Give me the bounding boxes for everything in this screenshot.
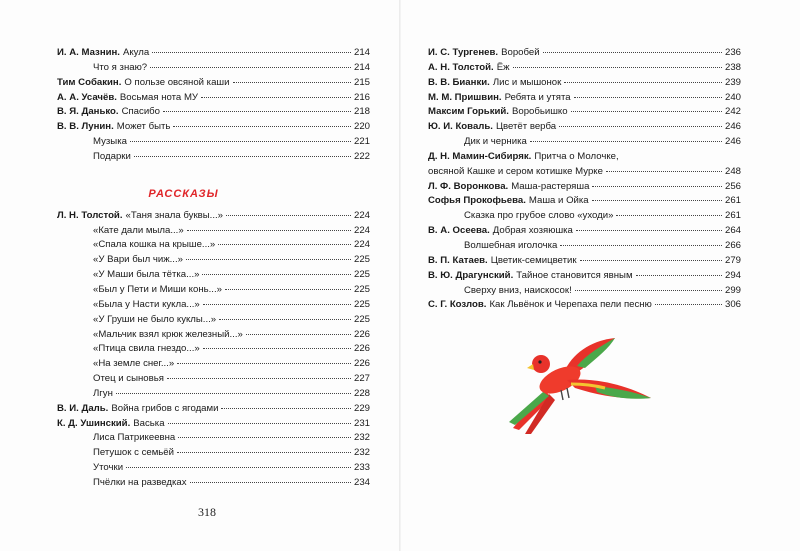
toc-author: И. С. Тургенев. bbox=[428, 47, 499, 58]
toc-entry bbox=[57, 342, 370, 357]
toc-page-number: 294 bbox=[724, 269, 741, 281]
toc-leader-dots bbox=[163, 111, 351, 112]
toc-title: Ребята и утята bbox=[504, 91, 571, 103]
toc-entry bbox=[57, 120, 370, 135]
toc-leader-dots bbox=[187, 230, 351, 231]
toc-entry bbox=[428, 150, 741, 165]
toc-entry bbox=[57, 135, 370, 150]
toc-page-number: 239 bbox=[724, 76, 741, 88]
toc-entry bbox=[428, 194, 741, 209]
toc-page-number: 234 bbox=[353, 476, 370, 488]
toc-entry bbox=[57, 461, 370, 476]
toc-title: «На земле снег...» bbox=[93, 358, 175, 370]
toc-leader-dots bbox=[655, 304, 722, 305]
toc-author: В. А. Осеева. bbox=[428, 225, 490, 237]
toc-leader-dots bbox=[202, 274, 351, 275]
toc-page-number: 240 bbox=[724, 91, 741, 103]
toc-title: Ёж bbox=[496, 61, 510, 73]
parrot-eye bbox=[538, 360, 541, 363]
toc-title: Маша-растеряша bbox=[511, 180, 590, 192]
toc-page-number: 242 bbox=[724, 106, 741, 118]
toc-entry bbox=[57, 105, 370, 120]
toc-leader-dots bbox=[575, 290, 722, 291]
toc-title: Сверху вниз, наискосок! bbox=[464, 284, 572, 296]
toc-title: Притча о Молочке, bbox=[534, 150, 619, 162]
toc-page-number: 226 bbox=[353, 343, 370, 355]
parrot-head bbox=[532, 355, 550, 373]
toc-author: В. Я. Данько. bbox=[57, 106, 119, 118]
toc-title: Воробьишко bbox=[511, 106, 568, 118]
toc-leader-dots bbox=[574, 97, 722, 98]
toc-page-number: 225 bbox=[353, 283, 370, 295]
toc-leader-dots bbox=[513, 67, 722, 68]
toc-page-number: 229 bbox=[353, 402, 370, 414]
toc-page-number: 228 bbox=[353, 387, 370, 399]
toc-title: Акула bbox=[122, 47, 150, 58]
toc-leader-dots bbox=[564, 82, 722, 83]
toc-entry bbox=[57, 387, 370, 402]
toc-author: А. А. Усачёв. bbox=[57, 91, 117, 103]
toc-entry bbox=[57, 313, 370, 328]
toc-title: Как Львёнок и Черепаха пели песню bbox=[489, 299, 652, 311]
toc-title: «Была у Насти кукла...» bbox=[93, 298, 200, 310]
toc-page-number: 232 bbox=[353, 447, 370, 459]
toc-entry bbox=[57, 402, 370, 417]
toc-page-number: 216 bbox=[353, 91, 370, 103]
toc-page-number: 233 bbox=[353, 462, 370, 474]
toc-title: Лиса Патрикеевна bbox=[93, 432, 176, 444]
toc-entry bbox=[57, 328, 370, 343]
page-number: 318 bbox=[198, 505, 216, 519]
toc-page-number: 226 bbox=[353, 328, 370, 340]
parrot-illustration bbox=[505, 330, 655, 435]
toc-author: В. Ю. Драгунский. bbox=[428, 269, 514, 281]
toc-leader-dots bbox=[150, 67, 351, 68]
left-page-toc bbox=[57, 46, 370, 491]
toc-entry bbox=[428, 105, 741, 120]
toc-leader-dots bbox=[576, 230, 722, 231]
toc-title: Добрая хозяюшка bbox=[492, 225, 573, 237]
toc-group-poems bbox=[57, 46, 370, 165]
toc-title: Пчёлки на разведках bbox=[93, 476, 187, 488]
toc-entry bbox=[57, 61, 370, 76]
toc-title: Волшебная иголочка bbox=[464, 239, 558, 251]
toc-entry bbox=[57, 446, 370, 461]
toc-leader-dots bbox=[592, 200, 722, 201]
toc-page-number: 222 bbox=[353, 150, 370, 162]
toc-title: Цветик-семицветик bbox=[490, 254, 577, 266]
toc-page-number: 261 bbox=[724, 195, 741, 207]
toc-page-number: 224 bbox=[353, 239, 370, 251]
toc-author: В. В. Бианки. bbox=[428, 76, 490, 88]
toc-entry bbox=[428, 120, 741, 135]
toc-author: С. Г. Козлов. bbox=[428, 299, 487, 311]
toc-entry bbox=[428, 76, 741, 91]
toc-author: Л. Н. Толстой. bbox=[57, 209, 123, 221]
toc-group-right bbox=[428, 46, 741, 313]
toc-title: Тайное становится явным bbox=[516, 269, 633, 281]
toc-page-number: 248 bbox=[724, 165, 741, 177]
toc-title: «Спала кошка на крыше...» bbox=[93, 239, 216, 251]
toc-entry bbox=[57, 372, 370, 387]
toc-page-number: 231 bbox=[353, 417, 370, 429]
toc-entry bbox=[57, 357, 370, 372]
toc-entry bbox=[57, 431, 370, 446]
toc-leader-dots bbox=[177, 363, 351, 364]
toc-page-number: 299 bbox=[724, 284, 741, 296]
toc-title: «Птица свила гнездо...» bbox=[93, 343, 200, 355]
toc-page-number: 214 bbox=[353, 47, 370, 58]
toc-entry bbox=[57, 224, 370, 239]
toc-author: Максим Горький. bbox=[428, 106, 509, 118]
toc-entry bbox=[428, 239, 741, 254]
toc-leader-dots bbox=[218, 244, 351, 245]
toc-leader-dots bbox=[616, 215, 722, 216]
toc-title: Отец и сыновья bbox=[93, 373, 164, 385]
right-page-toc bbox=[428, 46, 741, 313]
toc-leader-dots bbox=[636, 275, 722, 276]
toc-page-number: 218 bbox=[353, 106, 370, 118]
toc-entry bbox=[57, 417, 370, 432]
toc-entry bbox=[428, 224, 741, 239]
toc-entry bbox=[428, 254, 741, 269]
toc-leader-dots bbox=[571, 111, 722, 112]
toc-title: Что я знаю? bbox=[93, 61, 148, 73]
toc-leader-dots bbox=[126, 467, 351, 468]
toc-page-number: 215 bbox=[353, 76, 370, 88]
toc-entry bbox=[428, 269, 741, 284]
toc-author: Д. Н. Мамин-Сибиряк. bbox=[428, 150, 532, 162]
toc-entry bbox=[428, 209, 741, 224]
toc-title: О пользе овсяной каши bbox=[124, 76, 230, 88]
toc-leader-dots bbox=[203, 304, 351, 305]
toc-page-number: 226 bbox=[353, 358, 370, 370]
toc-title: Васька bbox=[133, 417, 165, 429]
toc-title: Война грибов с ягодами bbox=[111, 402, 219, 414]
toc-leader-dots bbox=[168, 423, 351, 424]
toc-leader-dots bbox=[152, 52, 351, 53]
toc-entry bbox=[57, 283, 370, 298]
toc-leader-dots bbox=[559, 126, 722, 127]
toc-title: «У Груши не было куклы...» bbox=[93, 313, 217, 325]
toc-leader-dots bbox=[221, 408, 351, 409]
toc-page-number: 246 bbox=[724, 136, 741, 148]
toc-title: Цветёт верба bbox=[495, 121, 557, 133]
toc-leader-dots bbox=[134, 156, 351, 157]
toc-page-number: 238 bbox=[724, 61, 741, 73]
toc-entry bbox=[57, 253, 370, 268]
toc-entry bbox=[428, 61, 741, 76]
toc-leader-dots bbox=[186, 259, 351, 260]
toc-leader-dots bbox=[130, 141, 351, 142]
toc-entry bbox=[57, 76, 370, 91]
toc-entry bbox=[57, 298, 370, 313]
toc-author: В. П. Катаев. bbox=[428, 254, 488, 266]
toc-title: «Таня знала буквы...» bbox=[125, 209, 223, 221]
toc-title: Музыка bbox=[93, 136, 127, 148]
toc-page-number: 264 bbox=[724, 225, 741, 237]
toc-page-number: 225 bbox=[353, 298, 370, 310]
toc-leader-dots bbox=[226, 215, 351, 216]
section-title: РАССКАЗЫ bbox=[148, 187, 219, 200]
toc-leader-dots bbox=[530, 141, 722, 142]
toc-title: Маша и Ойка bbox=[528, 195, 589, 207]
toc-entry bbox=[428, 91, 741, 106]
toc-entry bbox=[57, 268, 370, 283]
toc-page-number: 306 bbox=[724, 299, 741, 311]
toc-leader-dots bbox=[173, 126, 351, 127]
toc-page-number: 225 bbox=[353, 254, 370, 266]
toc-leader-dots bbox=[560, 245, 722, 246]
toc-page-number: 266 bbox=[724, 239, 741, 251]
toc-group-stories bbox=[57, 209, 370, 491]
toc-author: К. Д. Ушинский. bbox=[57, 417, 131, 429]
toc-entry bbox=[428, 180, 741, 195]
toc-author: Софья Прокофьева. bbox=[428, 195, 526, 207]
toc-entry bbox=[57, 46, 370, 61]
toc-leader-dots bbox=[246, 334, 351, 335]
toc-leader-dots bbox=[116, 393, 351, 394]
section-spacer bbox=[57, 165, 370, 183]
toc-title: Лгун bbox=[93, 387, 113, 399]
toc-author: И. А. Мазнин. bbox=[57, 47, 120, 58]
toc-page-number: 227 bbox=[353, 373, 370, 385]
toc-author: Ю. И. Коваль. bbox=[428, 121, 493, 133]
toc-entry bbox=[57, 209, 370, 224]
toc-title: «У Маши была тётка...» bbox=[93, 269, 200, 281]
toc-page-number: 236 bbox=[724, 47, 741, 58]
toc-page-number: 214 bbox=[353, 61, 370, 73]
parrot-beak bbox=[527, 364, 534, 370]
toc-entry bbox=[428, 284, 741, 299]
toc-author: Тим Собакин. bbox=[57, 76, 122, 88]
toc-author: В. И. Даль. bbox=[57, 402, 109, 414]
toc-page-number: 225 bbox=[353, 313, 370, 325]
toc-leader-dots bbox=[580, 260, 722, 261]
toc-page-number: 246 bbox=[724, 121, 741, 133]
toc-leader-dots bbox=[201, 97, 351, 98]
toc-leader-dots bbox=[543, 52, 722, 53]
toc-title: Лис и мышонок bbox=[492, 76, 562, 88]
toc-page-number: 225 bbox=[353, 269, 370, 281]
toc-title: Восьмая нота МУ bbox=[119, 91, 199, 103]
toc-title: Дик и черника bbox=[464, 136, 527, 148]
toc-title: «Мальчик взял крюк железный...» bbox=[93, 328, 243, 340]
toc-leader-dots bbox=[190, 482, 351, 483]
toc-entry bbox=[57, 150, 370, 165]
toc-entry bbox=[57, 91, 370, 106]
toc-entry bbox=[428, 46, 741, 61]
toc-title: «У Вари был чиж...» bbox=[93, 254, 183, 266]
toc-leader-dots bbox=[167, 378, 351, 379]
toc-leader-dots bbox=[178, 437, 351, 438]
toc-page-number: 220 bbox=[353, 121, 370, 133]
toc-author: Л. Ф. Воронкова. bbox=[428, 180, 509, 192]
toc-leader-dots bbox=[225, 289, 351, 290]
toc-leader-dots bbox=[233, 82, 351, 83]
toc-author: М. М. Пришвин. bbox=[428, 91, 502, 103]
toc-leader-dots bbox=[592, 186, 722, 187]
toc-entry bbox=[428, 135, 741, 150]
toc-title: Уточки bbox=[93, 462, 124, 474]
toc-leader-dots bbox=[203, 348, 351, 349]
toc-page-number: 256 bbox=[724, 180, 741, 192]
toc-title: Может быть bbox=[116, 121, 171, 133]
toc-page-number: 221 bbox=[353, 136, 370, 148]
toc-title: овсяной Кашке и сером котишке Мурке bbox=[428, 165, 603, 177]
toc-entry bbox=[428, 298, 741, 313]
book-gutter bbox=[399, 0, 401, 551]
toc-title: Петушок с семьёй bbox=[93, 447, 174, 459]
toc-page-number: 224 bbox=[353, 224, 370, 236]
toc-page-number: 279 bbox=[724, 254, 741, 266]
toc-leader-dots bbox=[219, 319, 351, 320]
toc-author: А. Н. Толстой. bbox=[428, 61, 494, 73]
toc-author: В. В. Лунин. bbox=[57, 121, 114, 133]
toc-entry bbox=[57, 238, 370, 253]
toc-title: «Кате дали мыла...» bbox=[93, 224, 184, 236]
toc-leader-dots bbox=[606, 171, 722, 172]
toc-page-number: 232 bbox=[353, 432, 370, 444]
toc-title: Воробей bbox=[501, 47, 540, 58]
toc-page-number: 261 bbox=[724, 210, 741, 222]
toc-entry bbox=[57, 476, 370, 491]
toc-page-number: 224 bbox=[353, 209, 370, 221]
toc-title: «Был у Пети и Миши конь...» bbox=[93, 283, 222, 295]
toc-leader-dots bbox=[177, 452, 351, 453]
toc-title: Спасибо bbox=[121, 106, 161, 118]
toc-title: Подарки bbox=[93, 150, 131, 162]
toc-title: Сказка про грубое слово «уходи» bbox=[464, 210, 614, 222]
toc-entry bbox=[428, 165, 741, 180]
